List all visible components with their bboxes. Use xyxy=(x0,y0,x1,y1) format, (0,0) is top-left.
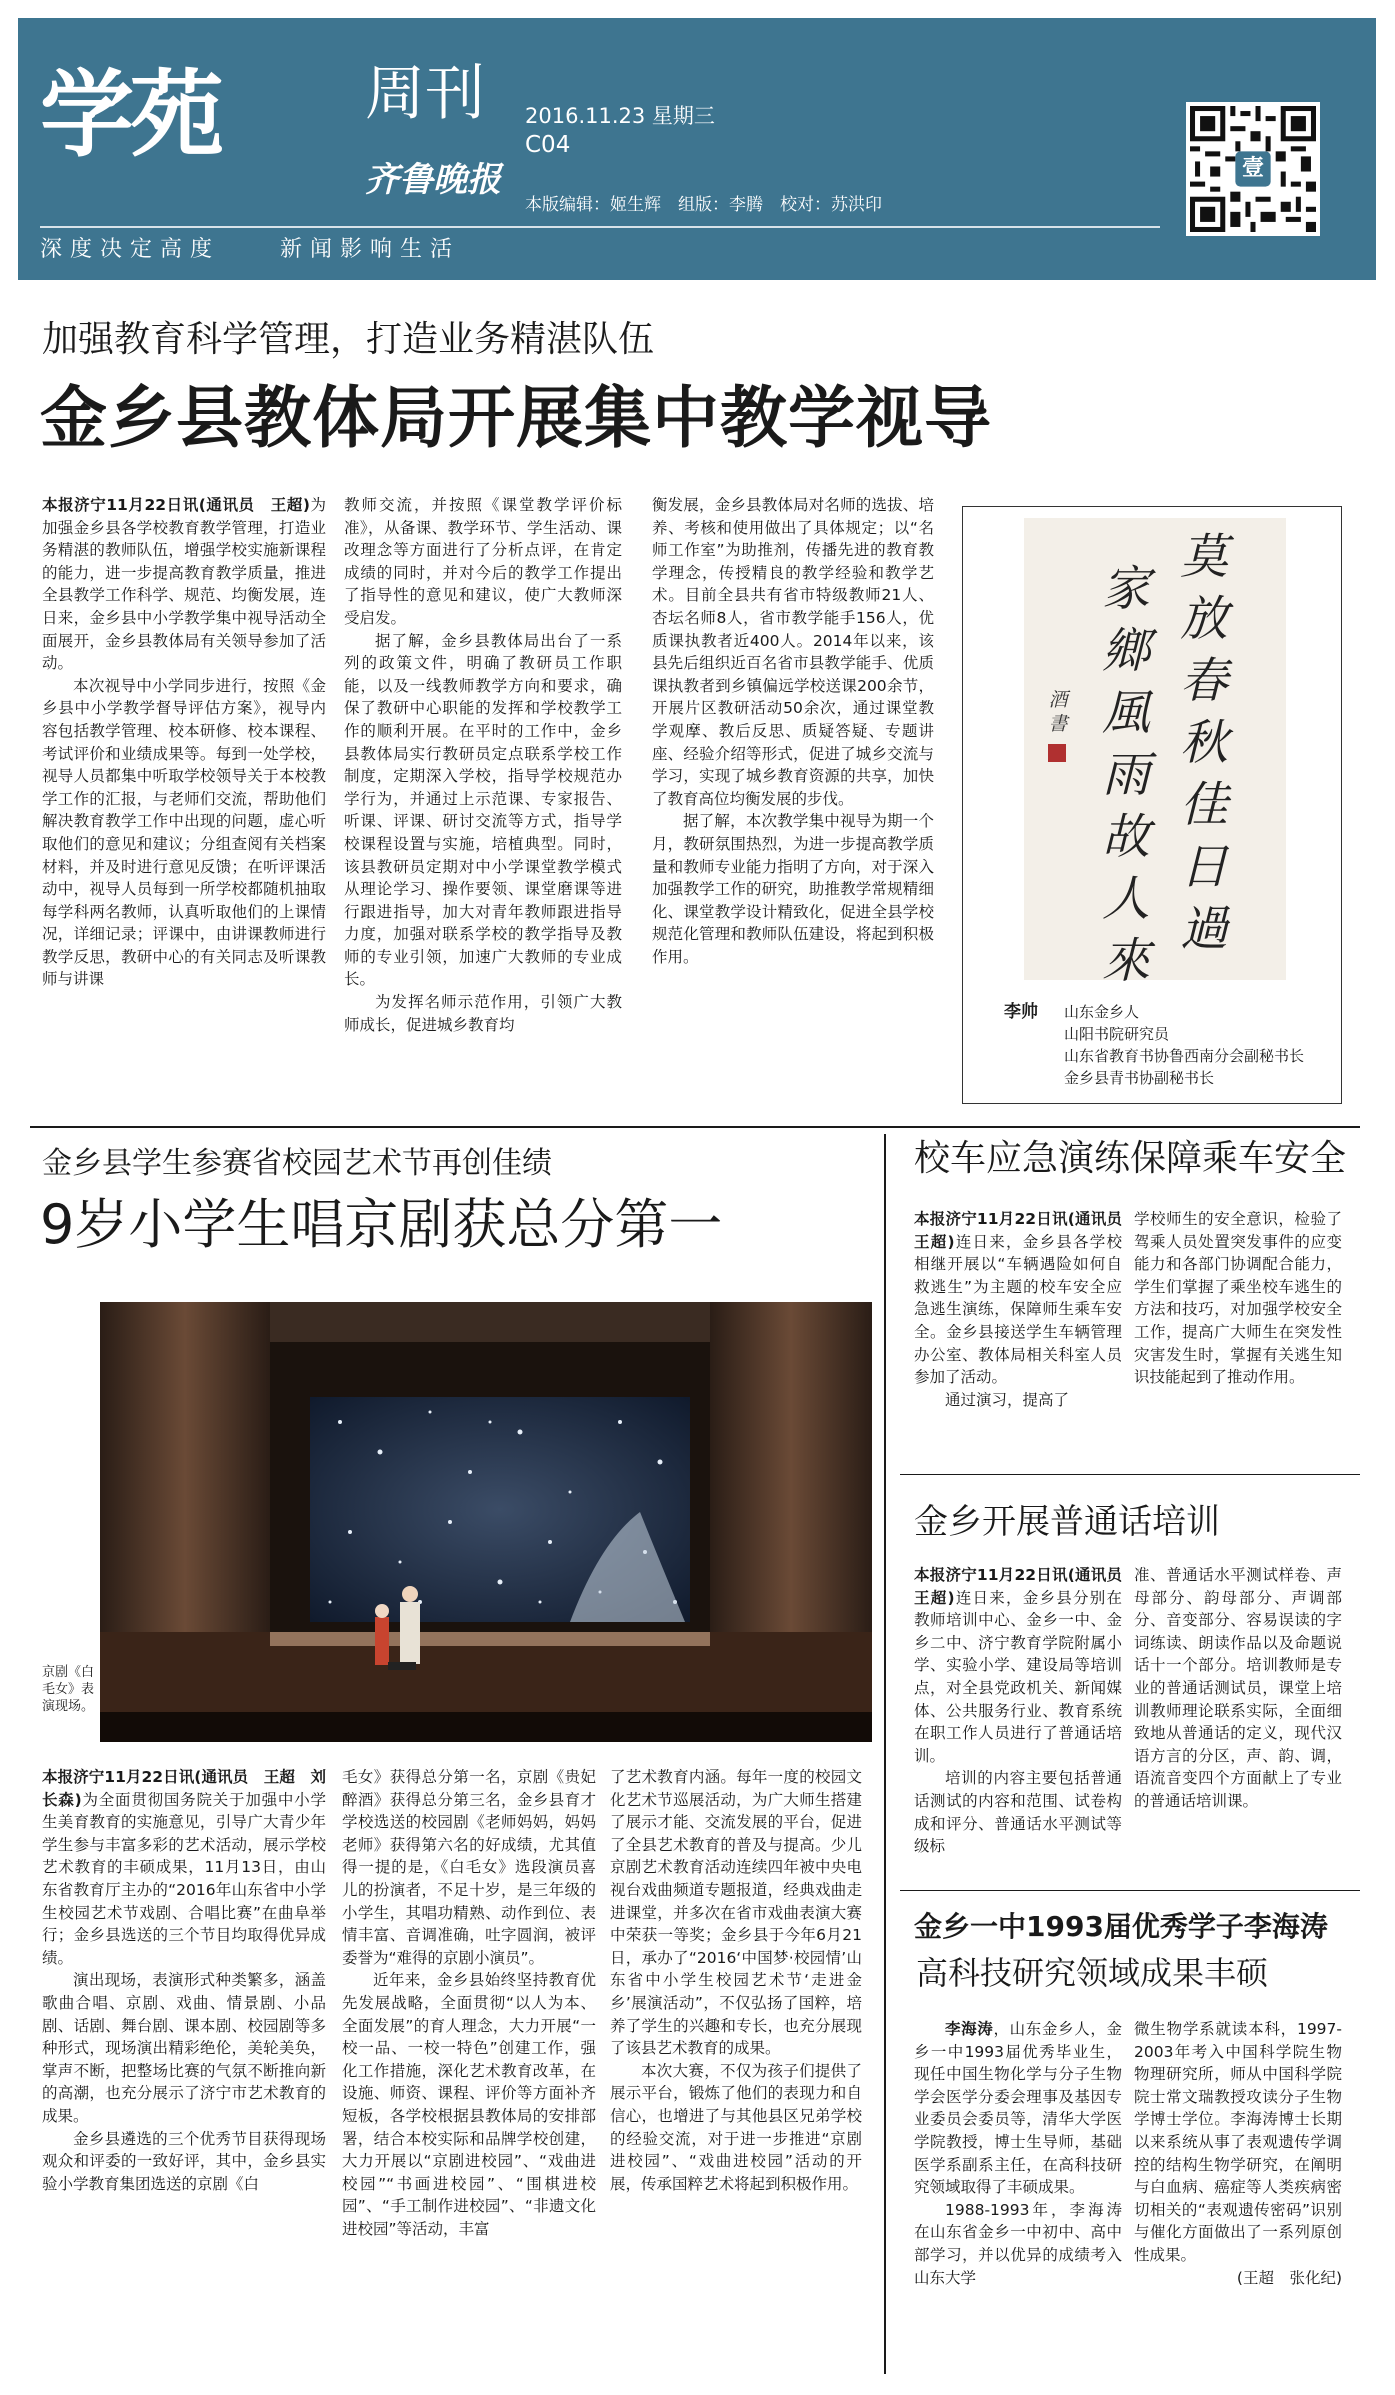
article1-dateline: 本报济宁11月22日讯(通讯员 王超) xyxy=(42,496,310,514)
article2-dateline: 本报济宁11月22日讯(通讯员 王超 刘长森) xyxy=(42,1768,326,1809)
article1-col3 xyxy=(652,494,934,1114)
section-divider xyxy=(900,1474,1360,1475)
article2-col1-p1: 为全面贯彻国务院关于加强中小学生美育教育的实施意见，引导广大青少年学生参与丰富多彩的艺术活动，展示学校艺术教育的丰硕成果，11月13日，由山东省教育厅主办的“2016年山东省中小学生校园艺术节戏剧、合唱比赛”在曲阜举行；金乡县选送的三个节目均取得优异成绩。 xyxy=(42,1790,326,1967)
calligraphy-credit-line: 山东省教育书协鲁西南分会副秘书长 xyxy=(1064,1047,1305,1065)
issue-date: 2016.11.23 星期三 xyxy=(525,104,715,128)
calligraphy-artist-name: 李帅 xyxy=(1004,1002,1038,1022)
article5-col1-p2: 1988-1993年，李海涛在山东省金乡一中初中、高中部学习，并以优异的成绩考入山东大学 xyxy=(914,2200,1122,2287)
article5-col1 xyxy=(914,2018,1122,2370)
calligraphy-artwork xyxy=(1024,518,1286,989)
article1-col3-p1: 衡发展，金乡县教体局对名师的选拔、培养、考核和使用做出了具体规定；以“名师工作室”为助推剂，传播先进的教育教学理念，传授精良的教学经验和教学艺术。目前全县共有省市特级教师21人、杏坛名师8人，省市教学能手156人，优质课执教者近400人。2014年以来，该县先后组织近百名省市县教学能手、优质课执教者到乡镇偏远学校送课200余节，开展片区教研活动50余次，通过课堂教学观摩、教后反思、质疑答疑、专题讲座、经验介绍等形式，促进了城乡交流与学习，实现了城乡教育资源的共享，加快了教育高位均衡发展的步伐。 xyxy=(652,496,934,808)
section-divider xyxy=(30,1126,1360,1128)
qr-code[interactable] xyxy=(1186,102,1320,236)
article5-headline: 高科技研究领域成果丰硕 xyxy=(916,1954,1269,1992)
article4-col2-p1: 准、普通话水平测试样卷、声母部分、韵母部分、声调部分、音变部分、容易误读的字词练读、朗读作品以及命题说话十一个部分。培训教师是专业的普通话测试员，课堂上培训教师理论联系实际，全面细致地从普通话的定义，现代汉语方言的分区，声、韵、调，语流音变四个方面献上了专业的普通话培训课。 xyxy=(1134,1566,1342,1810)
article1-col2-p2: 据了解，金乡县教体局出台了一系列的政策文件，明确了教研员工作职能，以及一线教师教学方向和要求，确保了教研中心职能的发挥和学校教学工作的顺利开展。在平时的工作中，金乡县教体局实行教研员定点联系学校工作制度，定期深入学校，指导学校规范办学行为，并通过上示范课、专家报告、听课、评课、研讨交流等方式，指导学校课程设置与实施，培植典型。同时，该县教研员定期对中小学课堂教学模式从理论学习、操作要领、课堂磨课等进行跟进指导，加大对青年教师跟进指导力度，加强对联系学校的教学指导及教师的专业引领，加速广大教师的专业成长。 xyxy=(344,631,622,989)
article1-col2-p1: 教师交流，并按照《课堂教学评价标准》，从备课、教学环节、学生活动、课改理念等方面进行了分析点评，在肯定成绩的同时，并对今后的教学工作提出了指导性的意见和建议，使广大教师深受启发。 xyxy=(344,496,622,627)
calligraphy-credit-line: 金乡县青书协副秘书长 xyxy=(1064,1069,1215,1087)
article1-col2-p3: 为发挥名师示范作用，引领广大教师成长，促进城乡教育均 xyxy=(344,993,622,1034)
article5-col2-p1: 微生物学系就读本科，1997-2003年考入中国科学院生物物理研究所，师从中国科学院院士常文瑞教授攻读分子生物学博士学位。李海涛博士长期以来系统从事了表观遗传学调控的结构生物学研究，在阐明与白血病、癌症等人类疾病密切相关的“表观遗传密码”识别与催化方面做出了一系列原创性成果。 xyxy=(1134,2020,1342,2264)
article4-headline: 金乡开展普通话培训 xyxy=(914,1502,1220,1542)
article1-headline: 金乡县教体局开展集中教学视导 xyxy=(40,379,992,457)
stage-photo-image xyxy=(100,1302,872,1742)
masthead-weekly: 周刊 xyxy=(365,59,485,129)
masthead-slogan: 深度决定高度 新闻影响生活 xyxy=(40,237,461,262)
article2-headline: 9岁小学生唱京剧获总分第一 xyxy=(40,1193,723,1256)
article5-col1-p1: ，山东金乡人，金乡一中1993届优秀毕业生，现任中国生物化学与分子生物学会医学分委会理事及基因专业委员会委员等，清华大学医学院教授，博士生导师，基础医学系副系主任，在高科技研究领域取得了丰硕成果。 xyxy=(914,2020,1122,2197)
calligraphy-couplet-right: 莫放春秋佳日過 xyxy=(1179,529,1228,957)
seal-stamp xyxy=(1048,744,1066,762)
calligraphy-couplet-left: 家鄉風雨故人來 xyxy=(1101,561,1150,989)
masthead-logo: 学苑 xyxy=(40,61,221,170)
masthead-divider xyxy=(40,226,1160,228)
page-number: C04 xyxy=(525,132,571,158)
article3-col2 xyxy=(1134,1208,1342,1458)
article3-col1-p2: 通过演习，提高了 xyxy=(945,1390,1070,1409)
photo-caption: 京剧《白毛女》表演现场。 xyxy=(42,1665,95,1714)
article2-col1-p3: 金乡县遴选的三个优秀节目获得现场观众和评委的一致好评，其中，金乡县实验小学教育集团选送的京剧《白 xyxy=(42,2129,326,2193)
calligraphy-credit-line: 山阳书院研究员 xyxy=(1064,1025,1170,1043)
article1-col1 xyxy=(42,494,326,1114)
article3-col1-p1: 连日来，金乡县各学校相继开展以“车辆遇险如何自救逃生”为主题的校车安全应急逃生演练，保障师生乘车安全。金乡县接送学生车辆管理办公室、教体局相关科室人员参加了活动。 xyxy=(914,1232,1122,1387)
article4-dateline: 本报济宁11月22日讯(通讯员 王超) xyxy=(914,1566,1138,1607)
calligraphy-credits xyxy=(1064,1001,1304,1089)
article3-col1 xyxy=(914,1208,1138,1458)
stage-photo xyxy=(100,1302,872,1742)
calligraphy-credit-line: 山东金乡人 xyxy=(1064,1003,1140,1021)
article2-col2-p2: 近年来，金乡县始终坚持教育优先发展战略，全面贯彻“以人为本、全面发展”的育人理念，大力开展“一校一品、一校一特色”创建工作，强化工作措施，深化艺术教育改革，在设施、师资、课程、评价等方面补齐短板，各学校根据县教体局的安排部署，结合本校实际和品牌学校创建，大力开展以“京剧进校园”、“戏曲进校园”“书画进校园”、“围棋进校园”、“手工制作进校园”、“非遗文化进校园”等活动，丰富 xyxy=(342,1971,596,2238)
article4-col1-p2: 培训的内容主要包括普通话测试的内容和范围、试卷构成和评分、普通话水平测试等级标 xyxy=(914,1769,1122,1856)
column-divider xyxy=(884,1134,886,2374)
article2-col1-p2: 演出现场，表演形式种类繁多，涵盖歌曲合唱、京剧、戏曲、情景剧、小品剧、话剧、舞台剧、课本剧、校园剧等多种形式，现场演出精彩绝伦，美轮美奂，掌声不断，把整场比赛的气氛不断推向新的高潮，也充分展示了济宁市艺术教育的成果。 xyxy=(42,1971,326,2125)
masthead-paper-name: 齐鲁晚报 xyxy=(365,160,501,200)
article2-col3-p1: 了艺术教育内涵。每年一度的校园文化艺术节巡展活动，为广大师生搭建了展示才能、交流发展的平台，促进了全县艺术教育的普及与提高。少儿京剧艺术教育活动连续四年被中央电视台戏曲频道专题报道，经典戏曲走进课堂，并多次在省市戏曲表演大赛中荣获一等奖；金乡县于今年6月21日，承办了“2016‘中国梦·校园情’山东省中小学生校园艺术节‘走进金乡’展演活动”，不仅弘扬了国粹，培养了学生的兴趣和专长，也充分展现了该县艺术教育的成果。 xyxy=(610,1768,862,2058)
article2-col1 xyxy=(42,1766,326,2364)
article5-col2 xyxy=(1134,2018,1342,2370)
article5-lead-name: 李海涛 xyxy=(945,2020,994,2038)
article2-col3 xyxy=(610,1766,862,2364)
article1-col1-p1: 为加强金乡县各学校教育教学管理，打造业务精湛的教师队伍，增强学校实施新课程的能力，进一步提高教育教学质量，推进全县教学工作科学、规范、均衡发展，连日来，金乡县中小学教学集中视导活动全面展开，金乡县教体局有关领导参加了活动。 xyxy=(42,496,326,673)
calligraphy-signature: 酒書 xyxy=(1048,689,1068,735)
article2-col3-p2: 本次大赛，不仅为孩子们提供了展示平台，锻炼了他们的表现力和自信心，也增进了与其他县区兄弟学校的经验交流，对于进一步推进“京剧进校园”、“戏曲进校园”活动的开展，传承国粹艺术将起到积极作用。 xyxy=(610,2061,862,2193)
article4-col2 xyxy=(1134,1564,1342,1884)
article1-col3-p2: 据了解，本次教学集中视导为期一个月，教研氛围热烈，为进一步提高教学质量和教师专业能力指明了方向，对于深入加强教学工作的研究，助推教学常规精细化、课堂教学设计精致化，促进全县学校规范化管理和教师队伍建设，将起到积极作用。 xyxy=(652,812,934,966)
article5-byline: (王超 张化纪) xyxy=(1236,2268,1342,2287)
article3-dateline: 本报济宁11月22日讯(通讯员 王超) xyxy=(914,1210,1138,1251)
article1-col2 xyxy=(344,494,622,1114)
qr-badge: 壹 xyxy=(1241,156,1264,181)
article2-col2 xyxy=(342,1766,596,2364)
section-divider xyxy=(900,1890,1360,1891)
article1-kicker: 加强教育科学管理，打造业务精湛队伍 xyxy=(42,319,655,360)
editor-credits: 本版编辑：姬生辉 组版：李腾 校对：苏洪印 xyxy=(525,195,882,215)
article3-headline: 校车应急演练保障乘车安全 xyxy=(914,1138,1347,1179)
article4-col1 xyxy=(914,1564,1138,1884)
article1-col1-p2: 本次视导中小学同步进行，按照《金乡县中小学教学督导评估方案》，视导内容包括教学管理、校本研修、校本课程、考试评价和业绩成果等。每到一处学校，视导人员都集中听取学校领导关于本校教学工作的汇报，与老师们交流，帮助他们解决教育教学工作中出现的问题，虚心听取他们的意见和建议；分组查阅有关档案材料，并及时进行意见反馈；在听评课活动中，视导人员每到一所学校都随机抽取每学科两名教师，认真听取他们的上课情况，详细记录；评课中，由讲课教师进行教学反思，教研中心的有关同志及听课教师与讲课 xyxy=(42,676,326,989)
article3-col2-p1: 学校师生的安全意识，检验了驾乘人员处置突发事件的应变能力和各部门协调配合能力，学生们掌握了乘坐校车逃生的方法和技巧，对加强学校安全工作，提高广大师生在突发性灾害发生时，掌握有关逃生知识技能起到了推动作用。 xyxy=(1134,1210,1342,1387)
article2-col2-p1: 毛女》获得总分第一名，京剧《贵妃醉酒》获得总分第三名，金乡县育才学校选送的校园剧《老师妈妈，妈妈老师》获得第六名的好成绩，尤其值得一提的是，《白毛女》选段演员喜儿的扮演者，不足十岁，是三年级的小学生，其唱功精熟、动作到位、表情丰富、音调准确，吐字圆润，被评委誉为“难得的京剧小演员”。 xyxy=(342,1768,596,1967)
article4-col1-p1: 连日来，金乡县分别在教师培训中心、金乡一中、金乡二中、济宁教育学院附属小学、实验小学、建设局等培训点，对全县党政机关、新闻媒体、公共服务行业、教育系统在职工作人员进行了普通话培训。 xyxy=(914,1588,1122,1765)
article5-kicker: 金乡一中1993届优秀学子李海涛 xyxy=(914,1910,1328,1943)
article2-kicker: 金乡县学生参赛省校园艺术节再创佳绩 xyxy=(42,1146,552,1181)
